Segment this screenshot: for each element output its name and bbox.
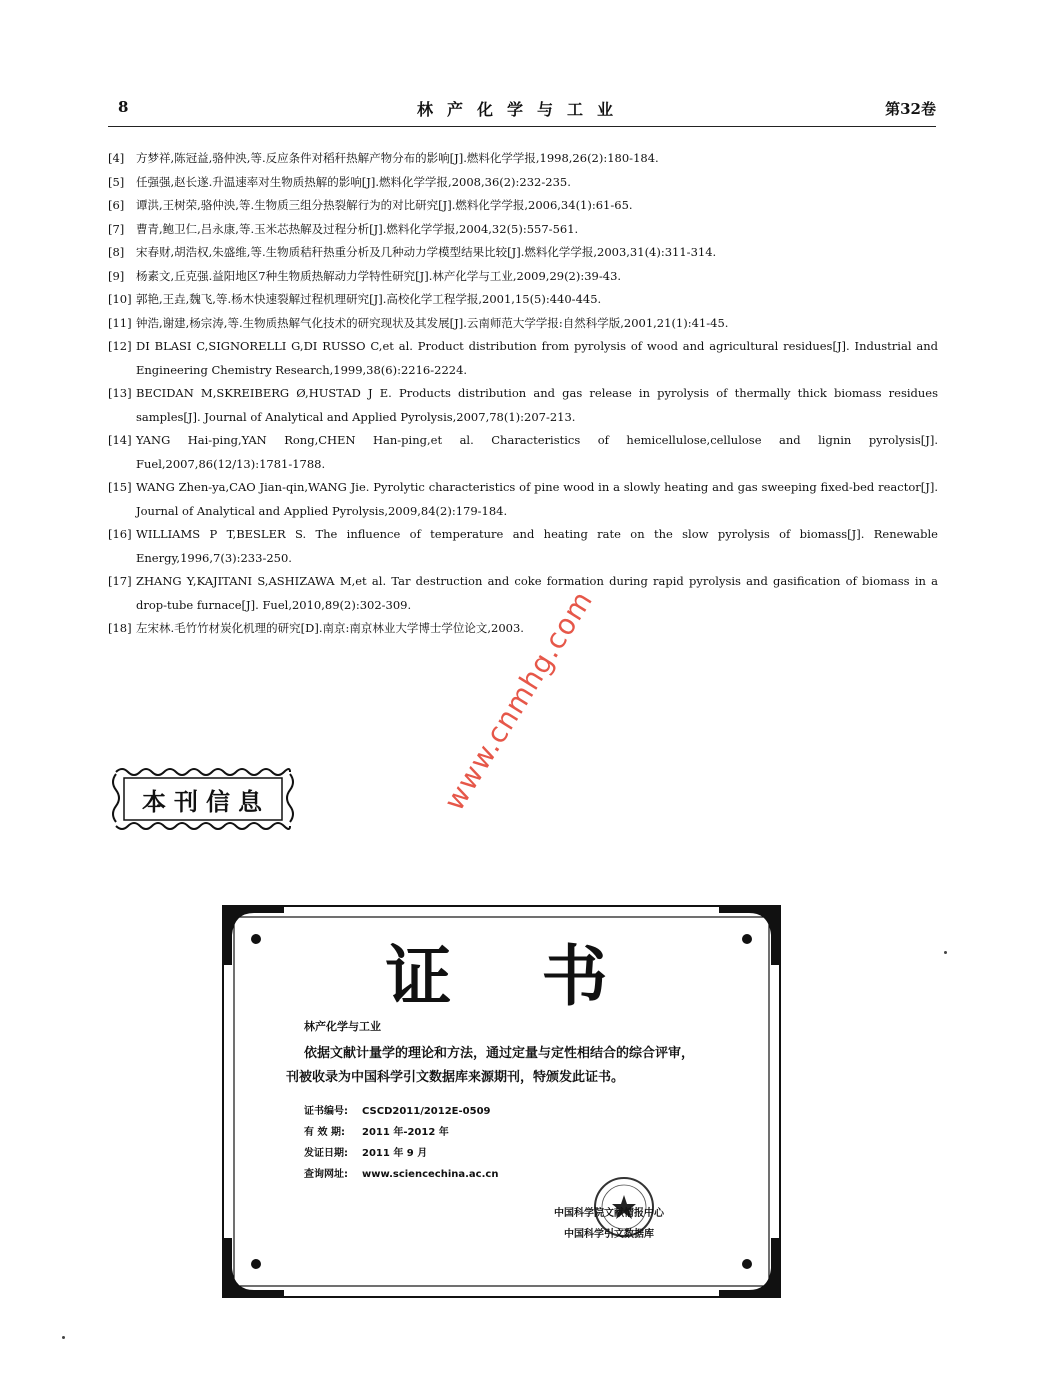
reference-item <box>108 265 938 289</box>
certificate-body <box>286 1042 766 1090</box>
reference-text: 左宋林.毛竹竹材炭化机理的研究[D].南京:南京林业大学博士学位论文,2003. <box>136 621 524 635</box>
detail-label: 证书编号: <box>304 1106 348 1117</box>
detail-label: 发证日期: <box>304 1148 348 1159</box>
reference-item <box>108 194 938 218</box>
reference-text: DI BLASI C,SIGNORELLI G,DI RUSSO C,et al. Product distribution from pyrolysis of wood and agricultural residues[J]. Industrial and Engineering Chemistry Research,1999,38(6):2216-2224. <box>136 339 938 377</box>
reference-text: WILLIAMS P T,BESLER S. The influence of temperature and heating rate on the slow pyrolysis of biomass[J]. Renewable Energy,1996,7(3):233-250. <box>136 527 938 565</box>
reference-number: [7] <box>108 221 125 236</box>
reference-text: 杨素文,丘克强.益阳地区7种生物质热解动力学特性研究[J].林产化学与工业,2009,29(2):39-43. <box>136 268 622 283</box>
page-header <box>108 92 936 127</box>
speck-mark <box>62 1336 65 1339</box>
reference-number: [5] <box>108 174 125 189</box>
reference-number: [4] <box>108 151 125 165</box>
journal-title: 林产化学与工业 <box>416 100 627 119</box>
reference-text: 宋春财,胡浩权,朱盛维,等.生物质秸秆热重分析及几种动力学模型结果比较[J].燃料化学学报,2003,31(4):311-314. <box>136 245 717 259</box>
reference-text: 任强强,赵长遂.升温速率对生物质热解的影响[J].燃料化学学报,2008,36(2):232-235. <box>136 174 571 189</box>
reference-text: 谭洪,王树荣,骆仲泱,等.生物质三组分热裂解行为的对比研究[J].燃料化学学报,2006,34(1):61-65. <box>136 198 633 212</box>
reference-text: ZHANG Y,KAJITANI S,ASHIZAWA M,et al. Tar destruction and coke formation during rapid pyrolysis and gasification of biomass in a drop-tube furnace[J]. Fuel,2010,89(2):302-309. <box>136 574 938 612</box>
certificate-details <box>304 1101 498 1185</box>
reference-number: [13] <box>108 386 132 400</box>
volume-label: 第32卷 <box>885 100 936 118</box>
reference-text: 曹青,鲍卫仁,吕永康,等.玉米芯热解及过程分析[J].燃料化学学报,2004,32(5):557-561. <box>136 221 579 236</box>
reference-number: [18] <box>108 621 132 635</box>
reference-text: 郭艳,王垚,魏飞,等.杨木快速裂解过程机理研究[J].高校化学工程学报,2001,15(5):440-445. <box>136 292 602 306</box>
reference-number: [16] <box>108 527 132 541</box>
detail-row <box>304 1101 498 1122</box>
section-badge <box>110 764 296 834</box>
certificate <box>222 905 781 1298</box>
reference-number: [6] <box>108 198 125 212</box>
issuer-line: 中国科学院文献情报中心 <box>554 1208 664 1219</box>
reference-item <box>108 288 938 312</box>
reference-item <box>108 171 938 195</box>
detail-row <box>304 1122 498 1143</box>
reference-number: [12] <box>108 339 132 353</box>
reference-item <box>108 312 938 336</box>
reference-number: [8] <box>108 245 125 259</box>
certificate-title: 证书 <box>385 937 698 1015</box>
page-number: 8 <box>118 98 129 116</box>
certificate-issuer <box>554 1203 664 1245</box>
reference-item <box>108 241 938 265</box>
detail-label: 查询网址: <box>304 1169 348 1180</box>
certificate-body-line: 刊被收录为中国科学引文数据库来源期刊，特颁发此证书。 <box>286 1070 625 1085</box>
reference-item <box>108 617 938 641</box>
reference-text: 钟浩,谢建,杨宗涛,等.生物质热解气化技术的研究现状及其发展[J].云南师范大学学报:自然科学版,2001,21(1):41-45. <box>136 315 729 330</box>
reference-text: 方梦祥,陈冠益,骆仲泱,等.反应条件对稻秆热解产物分布的影响[J].燃料化学学报,1998,26(2):180-184. <box>136 151 659 165</box>
detail-row <box>304 1164 498 1185</box>
speck-mark <box>944 951 947 954</box>
detail-value: 2011 年-2012 年 <box>362 1127 449 1138</box>
reference-item <box>108 147 938 171</box>
reference-text: YANG Hai-ping,YAN Rong,CHEN Han-ping,et al. Characteristics of hemicellulose,cellulose and lignin pyrolysis[J]. Fuel,2007,86(12/13):1781-1788. <box>136 433 938 471</box>
reference-list <box>108 147 938 641</box>
reference-item <box>108 476 938 523</box>
reference-text: BECIDAN M,SKREIBERG Ø,HUSTAD J E. Products distribution and gas release in pyrolysis of thermally thick biomass residues samples[J]. Journal of Analytical and Applied Pyrolysis,2007,78(1):207-213. <box>136 386 938 424</box>
section-badge-label: 本刊信息 <box>142 788 270 816</box>
watermark-text: www.cnmhg.com <box>437 584 600 817</box>
reference-item <box>108 382 938 429</box>
reference-number: [15] <box>108 480 132 494</box>
detail-row <box>304 1143 498 1164</box>
detail-value: www.sciencechina.ac.cn <box>362 1169 499 1180</box>
reference-text: WANG Zhen-ya,CAO Jian-qin,WANG Jie. Pyrolytic characteristics of pine wood in a slowly heating and gas sweeping fixed-bed reactor[J]. Journal of Analytical and Applied Pyrolysis,2009,84(2):179-184. <box>136 480 938 518</box>
reference-number: [9] <box>108 268 125 283</box>
detail-value: 2011 年 9 月 <box>362 1148 428 1159</box>
detail-label: 有 效 期: <box>304 1127 345 1138</box>
certificate-recipient: 林产化学与工业 <box>304 1020 381 1033</box>
detail-value: CSCD2011/2012E-0509 <box>362 1106 491 1117</box>
reference-number: [17] <box>108 574 132 588</box>
certificate-body-line: 依据文献计量学的理论和方法，通过定量与定性相结合的综合评审， <box>304 1046 695 1061</box>
reference-number: [10] <box>108 292 132 306</box>
reference-number: [11] <box>108 315 132 330</box>
reference-item <box>108 523 938 570</box>
reference-item <box>108 429 938 476</box>
reference-number: [14] <box>108 433 132 447</box>
issuer-line: 中国科学引文数据库 <box>564 1229 654 1240</box>
reference-item <box>108 570 938 617</box>
reference-item <box>108 218 938 242</box>
reference-item <box>108 335 938 382</box>
